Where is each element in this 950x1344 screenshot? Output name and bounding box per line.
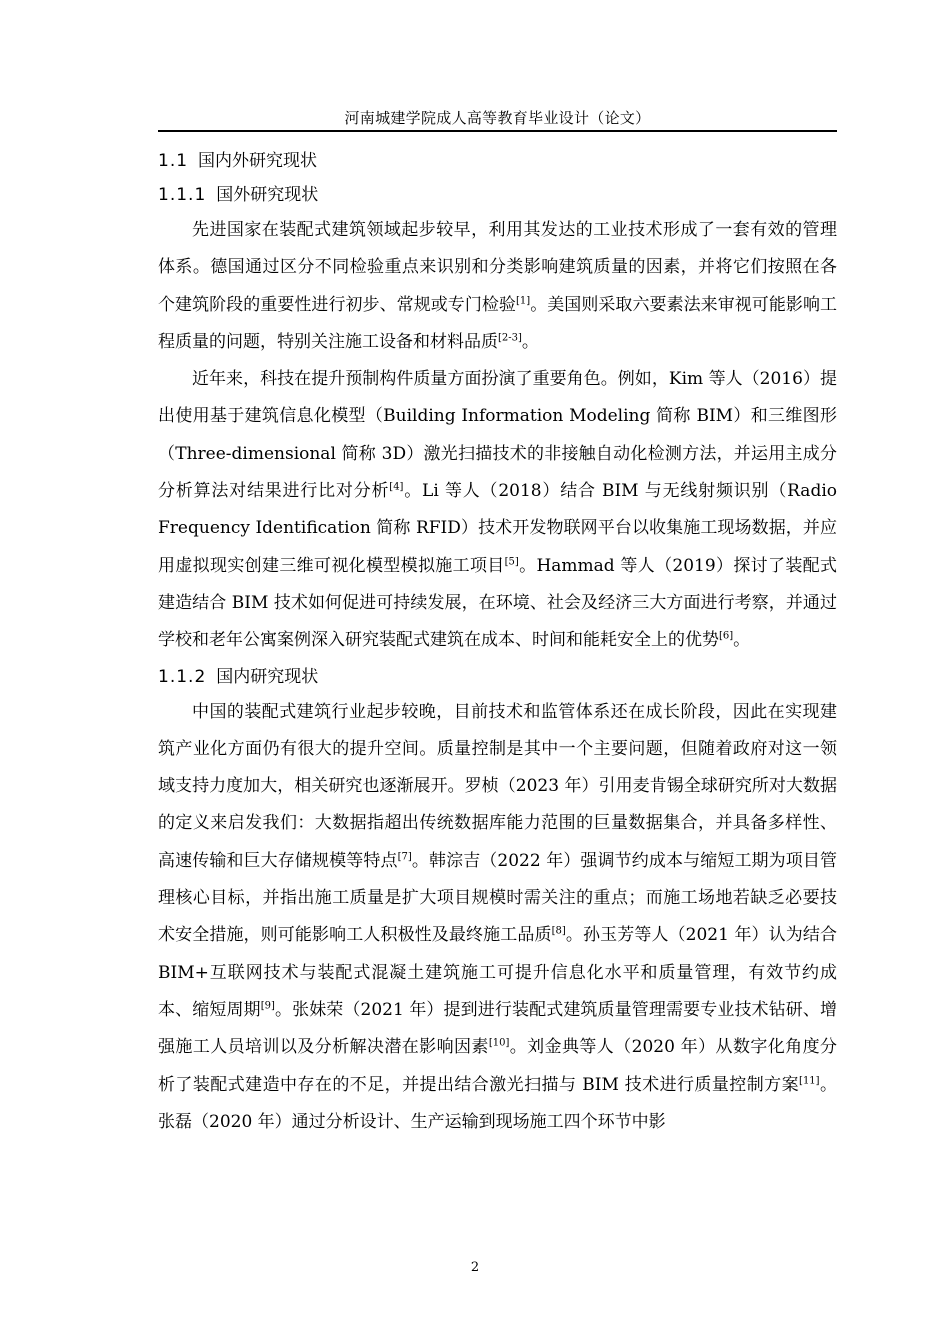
subsection-number: 1.1.1 [158, 185, 207, 205]
paragraph-text: 先进国家在装配式建筑领域起步较早，利用其发达的工业技术形成了一套有效的管理体系。德国通过区分不同检验重点来识别和分类影响建筑质量的因素，并将它们按照在各个建筑阶段的重要性进行初步、常规或专门检验 [158, 220, 837, 315]
citation: [10] [488, 1037, 510, 1049]
paragraph-text: 。Hammad 等人（2019）探讨了装配式建造结合 BIM 技术如何促进可持续发展，在环境、社会及经济三大方面进行考察，并通过学校和老年公寓案例深入研究装配式建筑在成本、时间和能耗安全上的优势 [158, 555, 838, 651]
paragraph-text: 近年来，科技在提升预制构件质量方面扮演了重要角色。例如，Kim 等人（2016）提出使用基于建筑信息化模型（Building Information Modeling 简称 BIM）和三维图形（Three-dimensional 简称 3D）激光扫描技术的非接触自动化检测方法，并运用主成分分析算法对结果进行比对分析 [158, 369, 837, 502]
citation: [9] [260, 1000, 275, 1012]
citation: [6] [719, 630, 734, 642]
paragraph-text: 。Li 等人（2018）结合 BIM 与无线射频识别（Radio Frequency Identification 简称 RFID）技术开发物联网平台以收集施工现场数据，并应用虚拟现实创建三维可视化模型模拟施工项目 [158, 481, 837, 576]
subsection-heading-domestic [158, 660, 837, 694]
citation: [1] [515, 294, 531, 306]
page-number: 2 [470, 1260, 480, 1275]
section-title: 国内外研究现状 [198, 151, 318, 171]
running-header: 河南城建学院成人高等教育毕业设计（论文） [344, 109, 651, 127]
paragraph-domestic-1 [158, 694, 837, 1142]
paragraph-text: 。 [733, 630, 751, 651]
header-rule [158, 130, 837, 132]
citation: [7] [397, 851, 412, 863]
citation: [2-3] [498, 332, 522, 344]
subsection-number: 1.1.2 [158, 666, 207, 687]
citation: [4] [389, 481, 404, 493]
paragraph-text: 。韩淙吉（2022 年）强调节约成本与缩短工期为项目管理核心目标，并指出施工质量是扩大项目规模时需关注的重点；而施工场地若缺乏必要技术安全措施，则可能影响工人积极性及最终施工品质 [158, 850, 838, 946]
section-number: 1.1 [158, 151, 189, 171]
page-body [158, 144, 837, 1141]
citation: [8] [551, 925, 566, 937]
paragraph-text: 。 [521, 331, 539, 352]
citation: [11] [799, 1074, 820, 1086]
paragraph-foreign-2 [158, 361, 837, 659]
paragraph-foreign-1 [158, 212, 837, 361]
paragraph-text: 。张妹荣（2021 年）提到进行装配式建筑质量管理需要专业技术钻研、增强施工人员培训以及分析解决潜在影响因素 [158, 999, 838, 1058]
paragraph-text: 中国的装配式建筑行业起步较晚，目前技术和监管体系还在成长阶段，因此在实现建筑产业化方面仍有很大的提升空间。质量控制是其中一个主要问题，但随着政府对这一领域支持力度加大，相关研究也逐渐展开。罗桢（2023 年）引用麦肯锡全球研究所对大数据的定义来启发我们：大数据指超出传统数据库能力范围的巨量数据集合，并具备多样性、高速传输和巨大存储规模等特点 [158, 701, 837, 871]
section-heading [158, 144, 837, 178]
citation: [5] [504, 556, 519, 568]
subsection-title: 国内研究现状 [216, 666, 319, 687]
paragraph-text: 。张磊（2020 年）通过分析设计、生产运输到现场施工四个环节中影 [158, 1074, 838, 1132]
subsection-heading-foreign [158, 178, 837, 212]
subsection-title: 国外研究现状 [216, 185, 319, 205]
paragraph-text: 。孙玉芳等人（2021 年）认为结合 BIM+互联网技术与装配式混凝土建筑施工可提升信息化水平和质量管理，有效节约成本、缩短周期 [158, 925, 838, 1020]
paragraph-text: 。美国则采取六要素法来审视可能影响工程质量的问题，特别关注施工设备和材料品质 [158, 294, 837, 352]
paragraph-text: 。刘金典等人（2020 年）从数字化角度分析了装配式建造中存在的不足，并提出结合激光扫描与 BIM 技术进行质量控制方案 [158, 1037, 837, 1095]
